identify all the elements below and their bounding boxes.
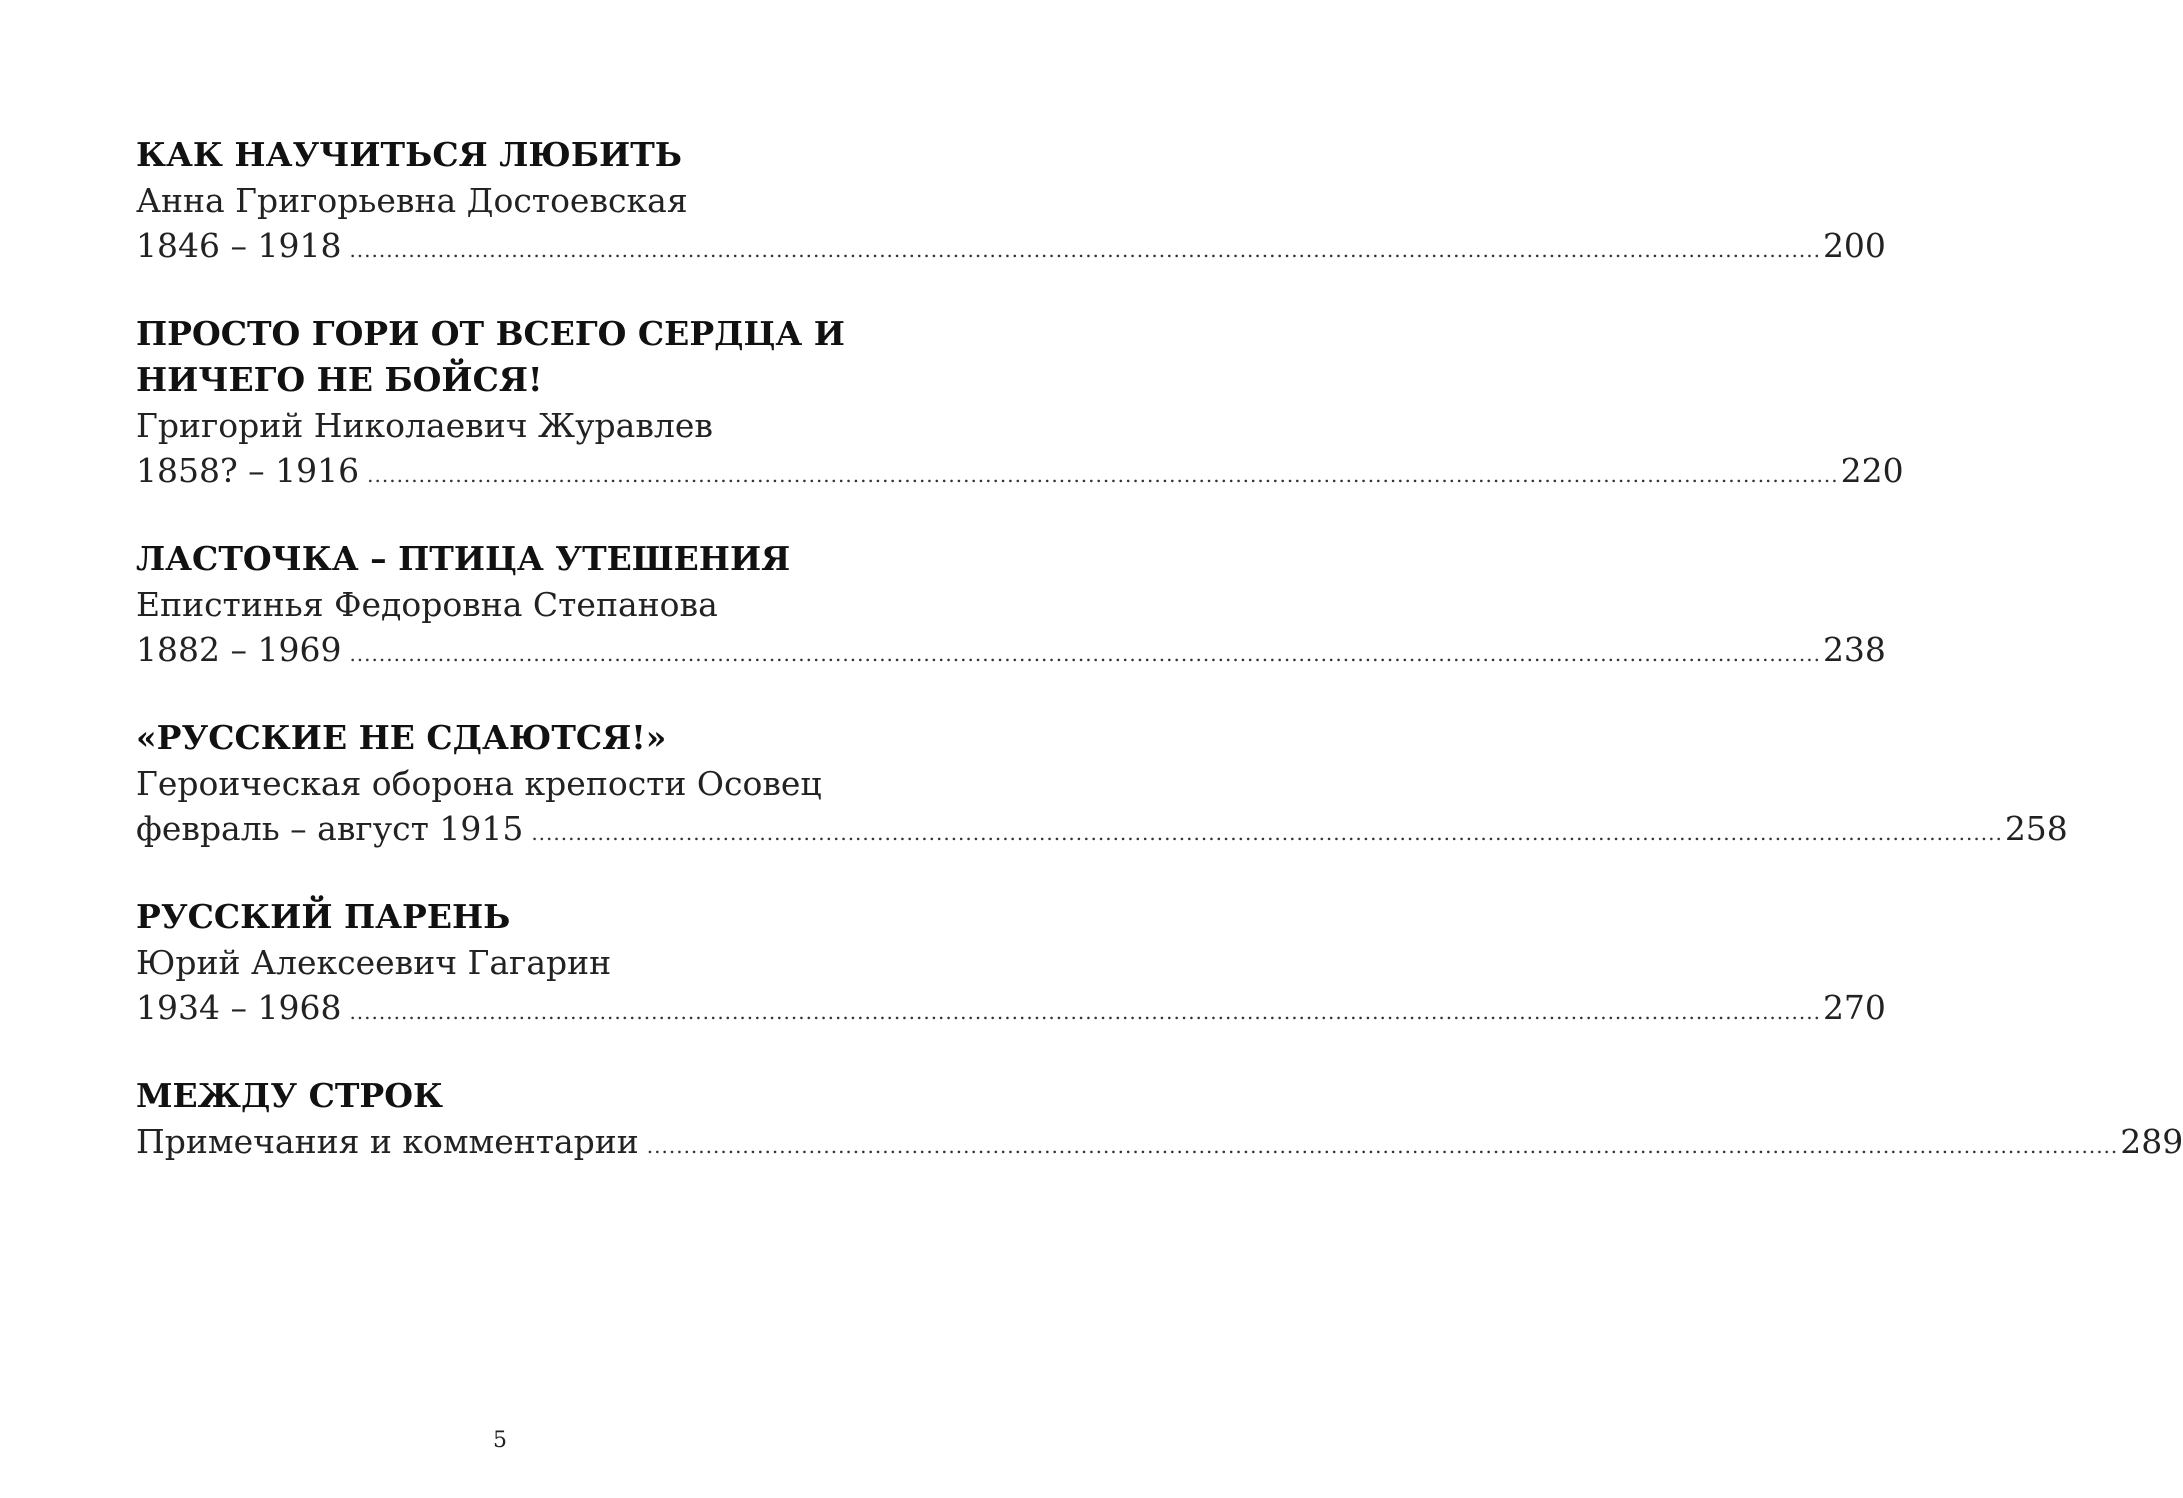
dot-leader: ........................................................................................................................................................................................................ xyxy=(531,821,2003,845)
dot-leader: ........................................................................................................................................................................................................ xyxy=(349,238,1821,262)
page-number-footer: 5 xyxy=(493,1428,507,1453)
entry-page-number: 270 xyxy=(1822,988,1886,1027)
entry-page-number: 238 xyxy=(1822,630,1886,669)
dot-leader: ........................................................................................................................................................................................................ xyxy=(349,642,1821,666)
entry-title-continuation: НИЧЕГО НЕ БОЙСЯ! xyxy=(136,360,543,399)
entry-page-number: 258 xyxy=(2004,809,2068,848)
toc-entry xyxy=(136,894,1886,1035)
entry-leader-line xyxy=(136,1119,2183,1169)
entry-page-number: 220 xyxy=(1840,451,1904,490)
entry-dates: 1934 – 1968 xyxy=(136,988,342,1027)
table-of-contents xyxy=(136,132,2183,1207)
toc-entry xyxy=(136,536,1886,677)
toc-entry xyxy=(136,132,1886,273)
toc-entry xyxy=(136,1073,2183,1169)
entry-leader-line xyxy=(136,806,2068,856)
entry-title: «РУССКИЕ НЕ СДАЮТСЯ!» xyxy=(136,718,667,757)
entry-dates: 1858? – 1916 xyxy=(136,451,360,490)
toc-entry xyxy=(136,311,1904,498)
entry-leader-line xyxy=(136,223,1886,273)
entry-page-number: 289 xyxy=(2120,1122,2183,1161)
entry-leader-line xyxy=(136,448,1904,498)
entry-title: ПРОСТО ГОРИ ОТ ВСЕГО СЕРДЦА И xyxy=(136,314,845,353)
dot-leader: ........................................................................................................................................................................................................ xyxy=(349,1000,1821,1024)
entry-subtitle: Григорий Николаевич Журавлев xyxy=(136,406,713,445)
entry-dates: февраль – август 1915 xyxy=(136,809,524,848)
entry-note-text: Примечания и комментарии xyxy=(136,1122,639,1161)
entry-subtitle: Героическая оборона крепости Осовец xyxy=(136,764,822,803)
entry-leader-line xyxy=(136,985,1886,1035)
entry-subtitle: Юрий Алексеевич Гагарин xyxy=(136,943,612,982)
entry-page-number: 200 xyxy=(1822,226,1886,265)
entry-title: ЛАСТОЧКА – ПТИЦА УТЕШЕНИЯ xyxy=(136,539,791,578)
dot-leader: ........................................................................................................................................................................................................ xyxy=(367,463,1839,487)
toc-entry xyxy=(136,715,2068,856)
entry-dates: 1882 – 1969 xyxy=(136,630,342,669)
entry-subtitle: Анна Григорьевна Достоевская xyxy=(136,181,688,220)
entry-title: КАК НАУЧИТЬСЯ ЛЮБИТЬ xyxy=(136,135,683,174)
dot-leader: ........................................................................................................................................................................................................ xyxy=(646,1134,2119,1158)
entry-title: МЕЖДУ СТРОК xyxy=(136,1076,443,1115)
entry-subtitle: Епистинья Федоровна Степанова xyxy=(136,585,718,624)
entry-title: РУССКИЙ ПАРЕНЬ xyxy=(136,897,511,936)
entry-leader-line xyxy=(136,627,1886,677)
entry-dates: 1846 – 1918 xyxy=(136,226,342,265)
